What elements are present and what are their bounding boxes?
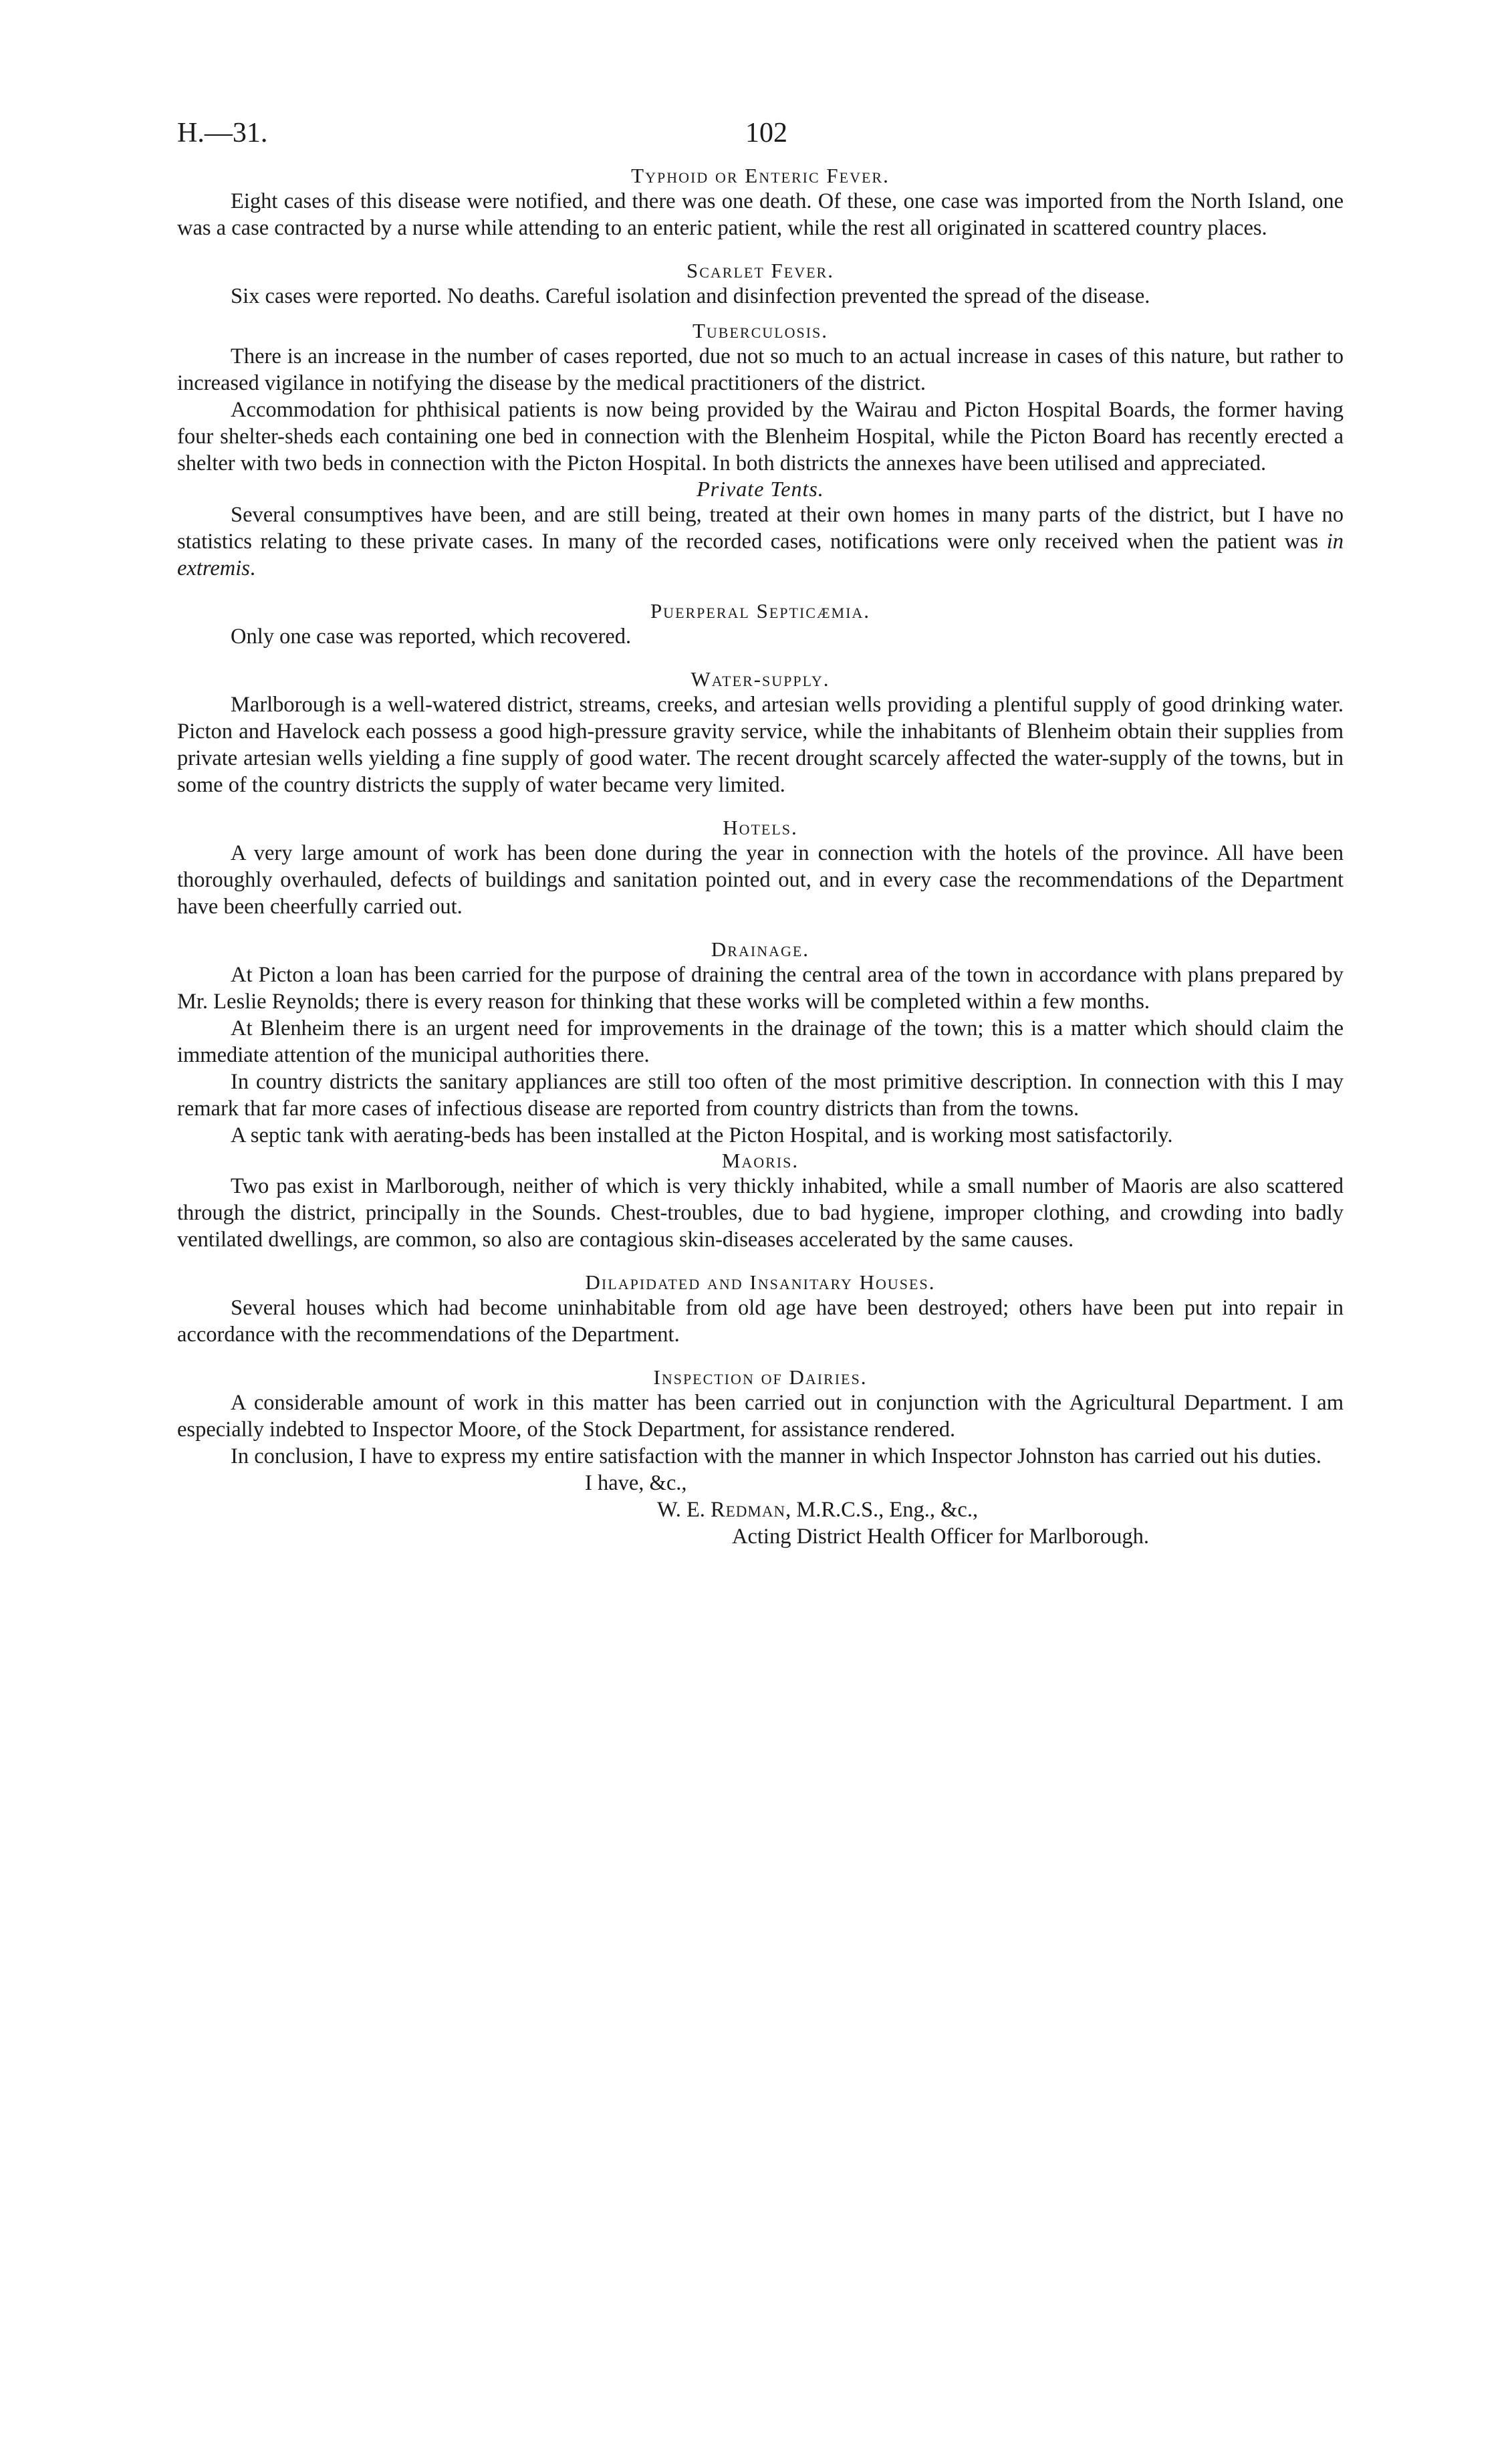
section-heading-maoris: Maoris. [721,1149,799,1172]
subheading-private-tents: Private Tents. [697,477,824,501]
document-page [177,117,1344,1550]
section-heading-water-supply: Water-supply. [690,667,830,691]
closing-salutation: I have, &c., [585,1471,687,1495]
section-heading-dairies: Inspection of Dairies. [653,1365,868,1389]
paragraph-puerperal: Only one case was reported, which recovered. [231,625,632,649]
paragraph-maoris: Two pas exist in Marlborough, neither of which is very thickly inhabited, while a small number of Maoris are also scattered through the district, principally in the Sounds. Chest-troubles, due to bad hygiene, improper clothing, and crowding into badly ventilated dwellings, are common, so also are contagious skin-diseases accelerated by the same causes. [177,1174,1344,1252]
signature-surname: Redman [711,1498,786,1522]
section-heading-drainage: Drainage. [711,937,810,961]
paragraph-drainage-3: In country districts the sanitary appliances are still too often of the most primitive description. In connection with this I may remark that far more cases of infectious disease are reported from country districts than from the towns. [177,1070,1344,1121]
italic-phrase: in extremis [177,530,1344,580]
paragraph-typhoid: Eight cases of this disease were notified, and there was one death. Of these, one case was imported from the North Island, one was a case contracted by a nurse while attending to an enteric patient, while the rest all originated in scattered country places. [177,189,1344,240]
paragraph-drainage-2: At Blenheim there is an urgent need for improvements in the drainage of the town; this is a matter which should claim the immediate attention of the municipal authorities there. [177,1016,1344,1067]
paragraph-drainage-1: At Picton a loan has been carried for the purpose of draining the central area of the town in accordance with plans prepared by Mr. Leslie Reynolds; there is every reason for thinking that these works will be completed within a few months. [177,963,1344,1014]
section-heading-typhoid: Typhoid or Enteric Fever. [631,164,890,187]
signature-credentials: , M.R.C.S., Eng., &c., [785,1498,979,1522]
document-reference: H.—31. [177,118,268,148]
paragraph-hotels: A very large amount of work has been done during the year in connection with the hotels of the province. All have been thoroughly overhauled, defects of buildings and sanitation pointed out, and in every case the recommendations of the Department have been cheerfully carried out. [177,841,1344,919]
page-number: 102 [745,118,787,148]
signature-initials: W. E. [657,1498,711,1522]
signatory-title: Acting District Health Officer for Marlborough. [732,1525,1149,1549]
paragraph-tuberculosis-1: There is an increase in the number of cases reported, due not so much to an actual increase in cases of this nature, but rather to increased vigilance in notifying the disease by the medical practitioners of the district. [177,344,1344,395]
section-heading-hotels: Hotels. [723,816,798,839]
closing-block [177,1470,1344,1550]
page-header [177,117,1344,164]
paragraph-tuberculosis-3 [177,501,1344,582]
signature-line [177,1496,1344,1523]
paragraph-text-end: . [249,556,256,580]
paragraph-dairies-1: A considerable amount of work in this matter has been carried out in conjunction with the Agricultural Department. I am especially indebted to Inspector Moore, of the Stock Department, for assistance rendered. [177,1391,1344,1442]
section-heading-scarlet-fever: Scarlet Fever. [686,259,834,282]
section-heading-dilapidated-houses: Dilapidated and Insanitary Houses. [585,1270,936,1294]
paragraph-drainage-4: A septic tank with aerating-beds has been installed at the Picton Hospital, and is working most satisfactorily. [231,1123,1173,1147]
section-heading-puerperal: Puerperal Septicæmia. [650,599,871,623]
paragraph-scarlet-fever: Six cases were reported. No deaths. Careful isolation and disinfection prevented the spread of the disease. [231,284,1150,308]
paragraph-water-supply: Marlborough is a well-watered district, streams, creeks, and artesian wells providing a plentiful supply of good drinking water. Picton and Havelock each possess a good high-pressure gravity service, while the inhabitants of Blenheim obtain their supplies from private artesian wells yielding a fine supply of good water. The recent drought scarcely affected the water-supply of the towns, but in some of the country districts the supply of water became very limited. [177,693,1344,797]
section-heading-tuberculosis: Tuberculosis. [692,319,829,342]
paragraph-dilapidated-houses: Several houses which had become uninhabitable from old age have been destroyed; others have been put into repair in accordance with the recommendations of the Department. [177,1296,1344,1347]
paragraph-conclusion: In conclusion, I have to express my entire satisfaction with the manner in which Inspector Johnston has carried out his duties. [231,1444,1322,1468]
paragraph-text: Several consumptives have been, and are still being, treated at their own homes in many parts of the district, but I have no statistics relating to these private cases. In many of the recorded cases, notifications were only received when the patient was [177,503,1344,554]
paragraph-tuberculosis-2: Accommodation for phthisical patients is now being provided by the Wairau and Picton Hospital Boards, the former having four shelter-sheds each containing one bed in connection with the Blenheim Hospital, while the Picton Board has recently erected a shelter with two beds in connection with the Picton Hospital. In both districts the annexes have been utilised and appreciated. [177,398,1344,475]
